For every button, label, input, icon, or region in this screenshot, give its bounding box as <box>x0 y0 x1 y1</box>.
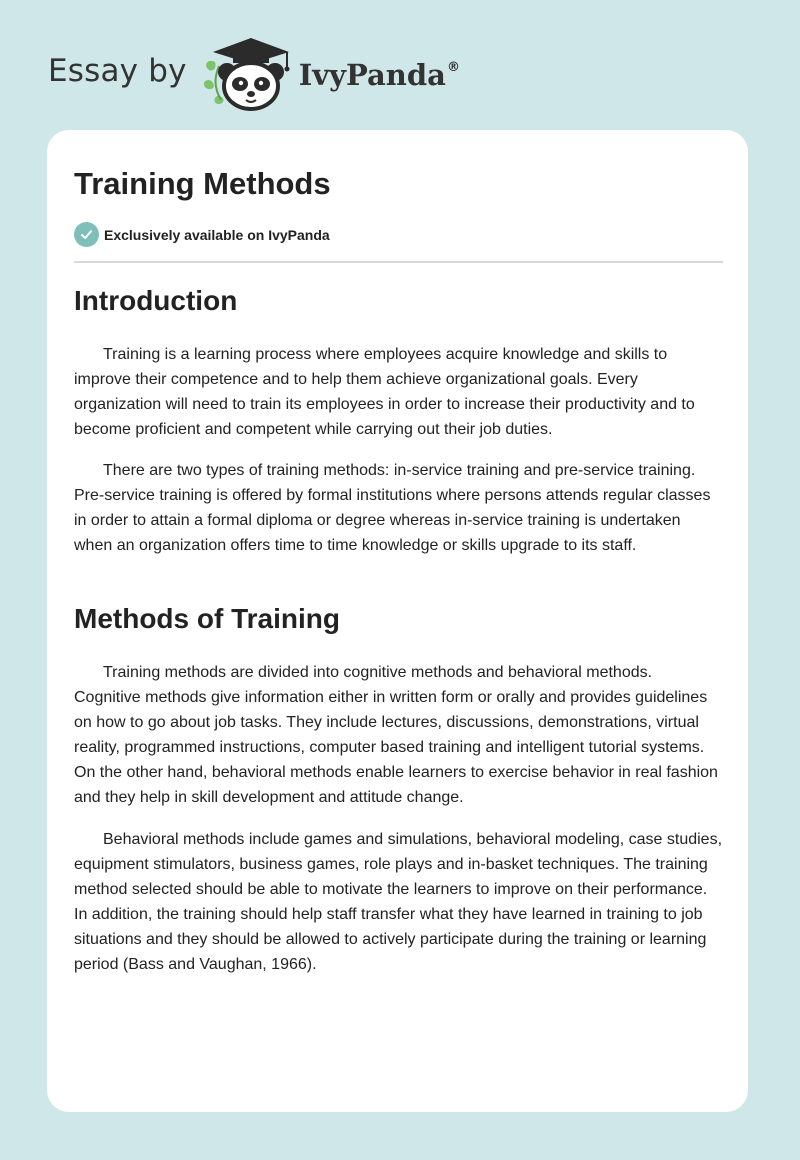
brand-prefix: Essay by <box>48 53 187 89</box>
badge-text: Exclusively available on IvyPanda <box>104 226 330 243</box>
paragraph: There are two types of training methods: in-service training and pre-service training. Pre-service training is offered by formal institutions where persons attends regular classes in order to attain a formal diploma or degree whereas in-service training is undertaken when an organization offers time to time knowledge or skills upgrade to its staff. <box>74 462 711 554</box>
check-circle-icon <box>74 222 99 247</box>
paragraph: Training methods are divided into cognitive methods and behavioral methods. Cognitive methods give information either in written form or orally and provides guidelines on how to go about job tasks. They include lectures, discussions, demonstrations, virtual reality, programmed instructions, computer based training and intelligent tutorial systems. On the other hand, behavioral methods enable learners to exercise behavior in real fashion and they help in skill development and attitude change. <box>74 664 718 806</box>
article-card <box>47 130 748 1112</box>
brand-header[interactable] <box>48 36 460 112</box>
paragraph: Training is a learning process where employees acquire knowledge and skills to improve their competence and to help them achieve organizational goals. Every organization will need to train its employees in order to increase their productivity and to become proficient and competent while carrying out their job duties. <box>74 346 695 438</box>
panda-graduate-logo-icon <box>203 36 299 112</box>
title-divider <box>74 261 723 263</box>
exclusive-badge <box>74 222 330 247</box>
section-heading-introduction: Introduction <box>74 285 238 316</box>
section-heading-methods-of-training: Methods of Training <box>74 603 340 634</box>
brand-name: IvyPanda® <box>298 58 460 92</box>
paragraph: Behavioral methods include games and simulations, behavioral modeling, case studies, equipment stimulators, business games, role plays and in-basket techniques. The training method selected should be able to motivate the learners to improve on their performance. In addition, the training should help staff transfer what they have learned in training to job situations and they should be allowed to actively participate during the training or learning period (Bass and Vaughan, 1966). <box>74 831 723 973</box>
registered-mark: ® <box>446 60 460 75</box>
page-title: Training Methods <box>74 166 331 201</box>
